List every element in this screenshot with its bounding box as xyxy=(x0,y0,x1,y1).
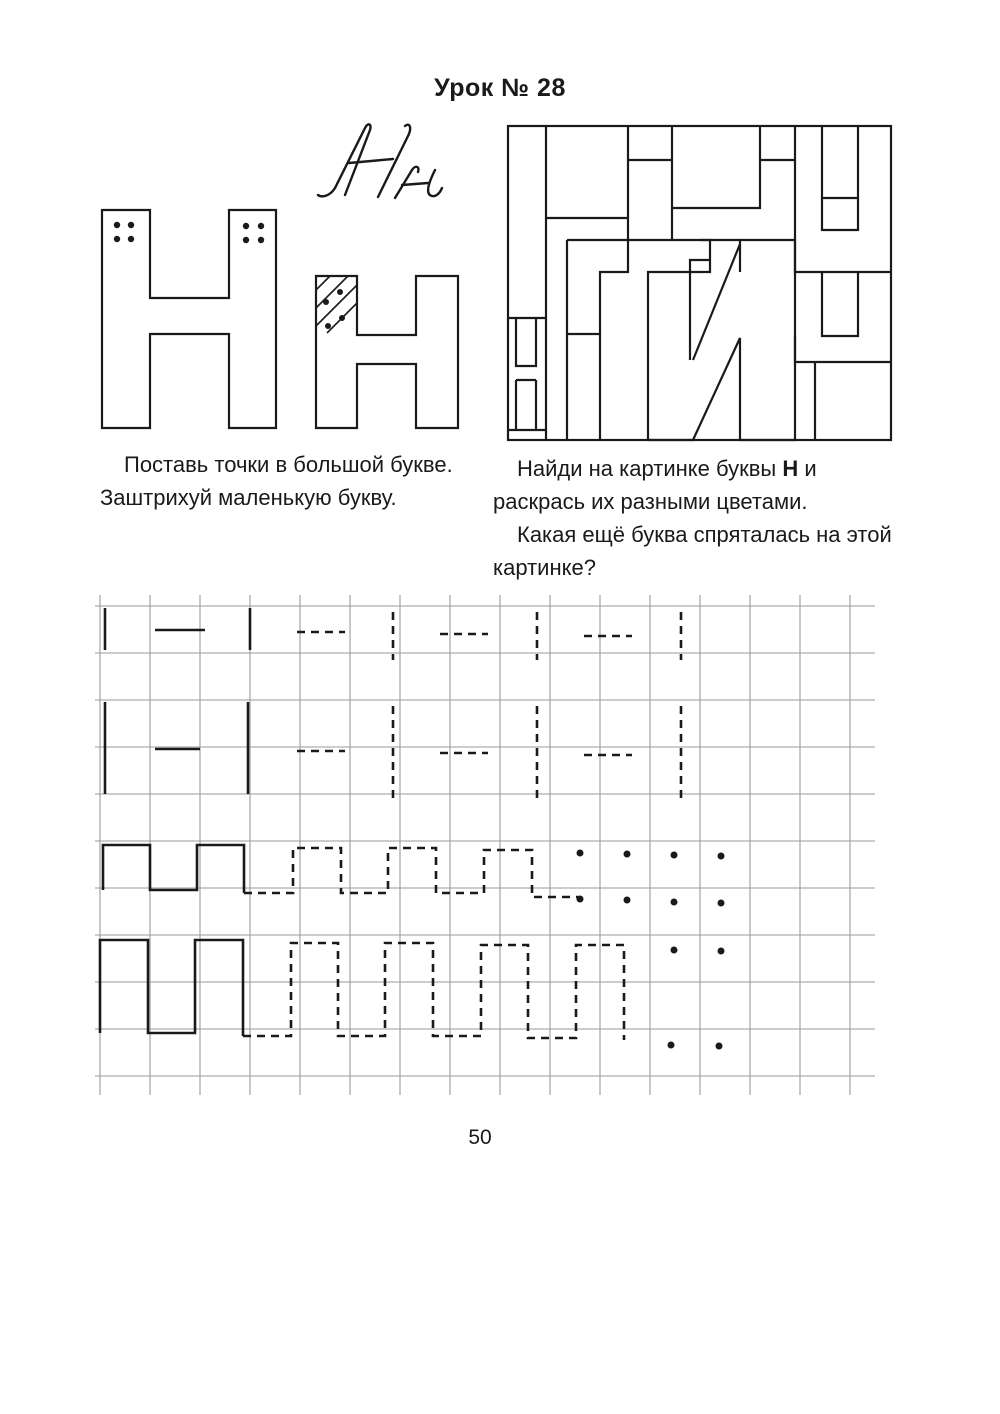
instruction-right xyxy=(493,452,903,584)
instruction-left-text: Поставь точки в большой букве. Заштрихуй маленькую букву. xyxy=(100,452,453,510)
cursive-letters xyxy=(318,124,442,198)
trace-row-1[interactable] xyxy=(105,608,681,798)
instruction-left xyxy=(100,448,470,514)
instruction-right-text-2: Какая ещё буква спряталась на этой картинке? xyxy=(493,522,892,580)
hidden-letters-puzzle[interactable] xyxy=(508,126,891,440)
page-title: Урок № 28 xyxy=(434,74,566,102)
dots-sample xyxy=(114,222,264,243)
page-number: 50 xyxy=(468,1126,492,1149)
trace-row-2[interactable] xyxy=(100,845,624,1040)
instruction-right-text-1b: и раскрась их разными цветами. xyxy=(493,456,817,514)
big-letter-outline[interactable] xyxy=(102,210,276,428)
small-letter-outline[interactable] xyxy=(316,276,458,428)
instruction-right-bold-letter: Н xyxy=(782,456,799,481)
hatch-sample xyxy=(316,276,357,333)
instruction-right-text-1: Найди на картинке буквы xyxy=(517,456,783,481)
